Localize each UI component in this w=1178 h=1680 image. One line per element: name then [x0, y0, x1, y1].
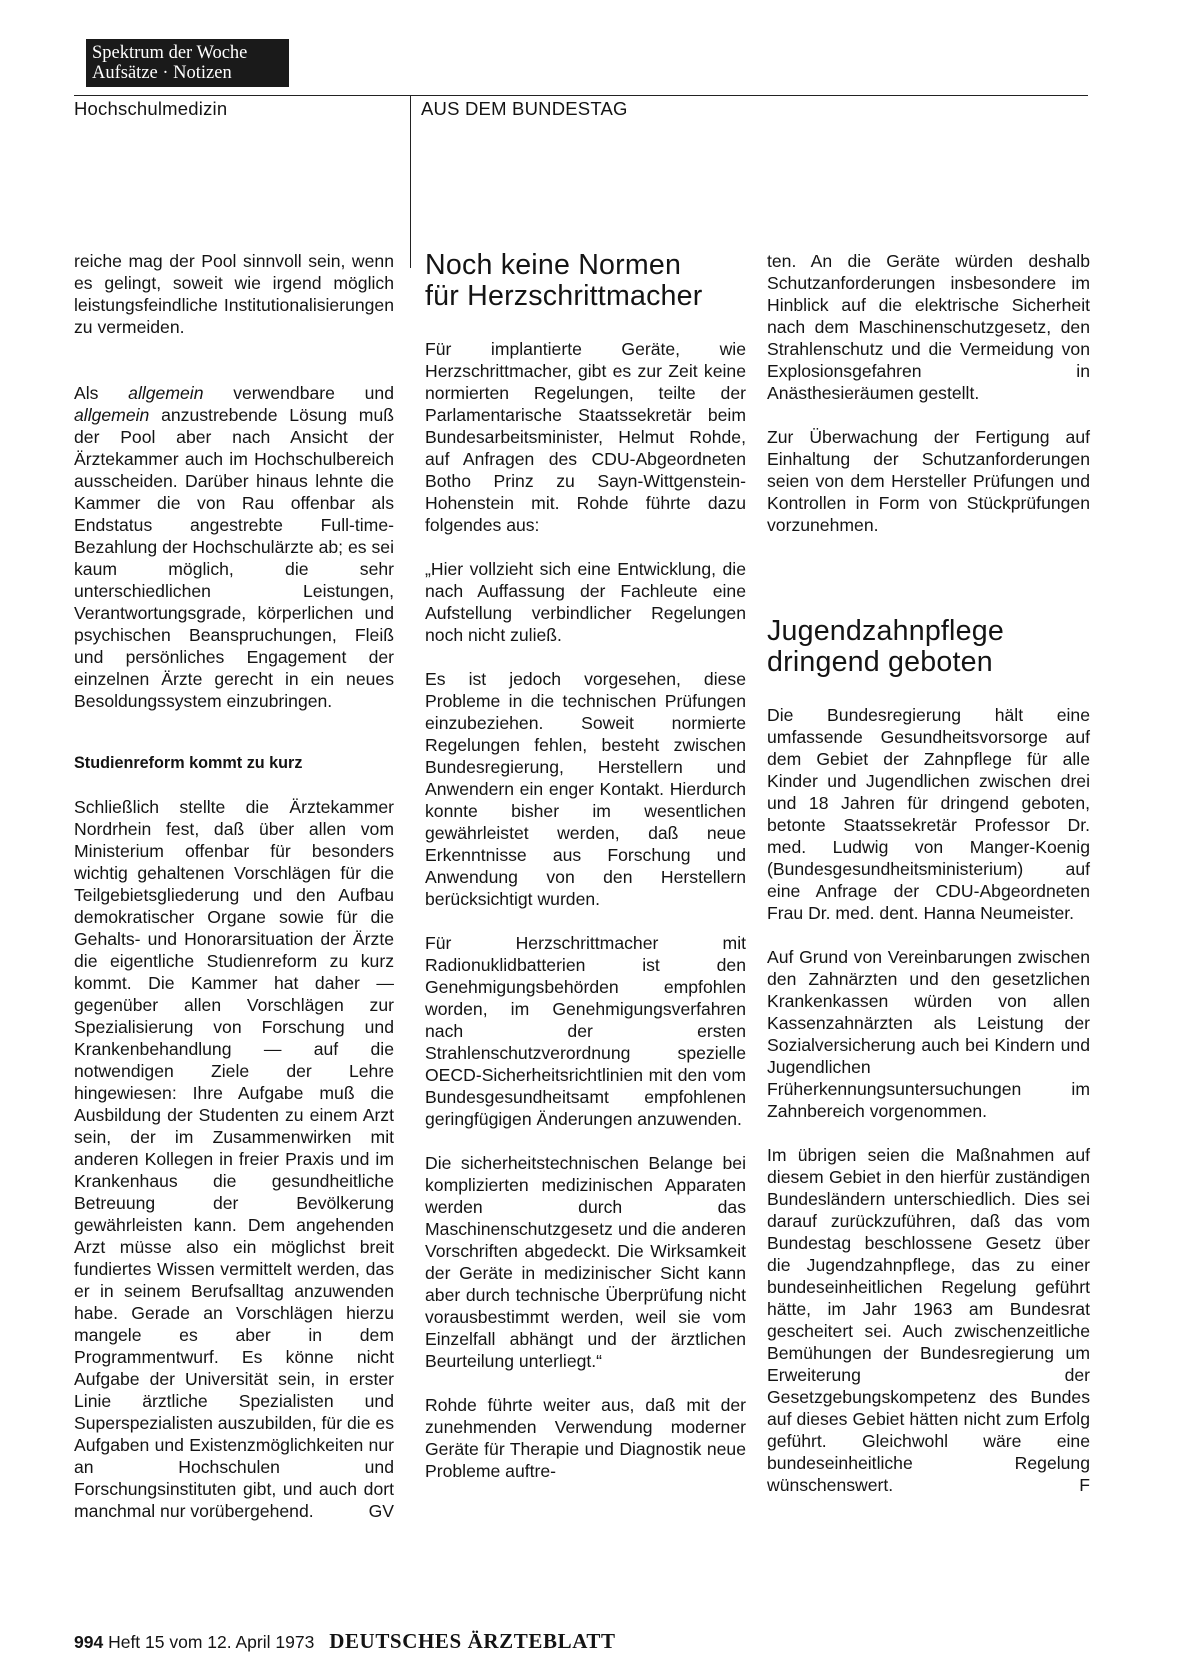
paragraph: Rohde führte weiter aus, daß mit der zunehmenden Verwendung moderner Geräte für Therapie und Diagnostik neue Probleme auftre- — [425, 1395, 746, 1481]
column-hochschulmedizin — [74, 250, 394, 1522]
page-footer — [74, 1630, 616, 1653]
paragraph: „Hier vollzieht sich eine Entwicklung, die nach Auffassung der Fachleute eine Aufstellung verbindlicher Regelungen noch nicht zuließ. — [425, 559, 746, 645]
text-run: anzustrebende Lösung muß der Pool aber nach Ansicht der Ärztekammer auch im Hochschulbereich ausscheiden. Darüber hinaus lehnte die Kammer die von Rau offenbar als Endstatus angestrebte Full-time-Bezahlung der Hochschulärzte ab; es sei kaum möglich, die sehr unterschiedlichen Leistungen, Verantwortungsgrade, körperlichen und psychischen Beanspruchungen, Fleiß und persönliches Engagement der einzelnen Ärzte gerecht in ein neues Besoldungssystem einzubringen. — [74, 405, 394, 711]
spacer — [767, 558, 1090, 616]
headline-line: Jugendzahnpflege — [767, 615, 1004, 647]
brand-line-1: Spektrum der Woche — [92, 43, 248, 63]
headline-line: Noch keine Normen — [425, 249, 682, 281]
section-label-right: AUS DEM BUNDESTAG — [421, 98, 628, 119]
text-run: Als — [74, 383, 129, 403]
text-run: verwendbare und — [203, 383, 394, 403]
section-brand-box — [86, 39, 289, 87]
subheading: Studienreform kommt zu kurz — [74, 754, 303, 772]
text-run: Im übrigen seien die Maßnahmen auf diesem Gebiet in den hierfür zuständigen Bundesländern unterschiedlich. Dies sei darauf zurückzuführen, daß das vom Bundestag beschlossene Gesetz über die Jugendzahnpflege, das zu einer bundeseinheitlichen Regelung geführt hätte, im Jahr 1963 am Bundesrat gescheitert sei. Auch zwischenzeitliche Bemühungen der Bundesregierung um Erweiterung der Gesetzgebungskompetenz des Bundes auf dieses Gebiet hätten nicht zum Erfolg geführt. Gleichwohl wäre eine bundeseinheitliche Regelung wünschenswert. — [767, 1145, 1090, 1495]
paragraph: ten. An die Geräte würden deshalb Schutzanforderungen insbesondere im Hinblick auf die elektrische Sicherheit nach dem Maschinenschutzgesetz, den Strahlenschutz und die Vermeidung von Explosionsgefahren in Anästhesieräumen gestellt. — [767, 251, 1090, 403]
paragraph: Die Bundesregierung hält eine umfassende Gesundheitsvorsorge auf dem Gebiet der Zahnpflege für alle Kinder und Jugendlichen zwischen drei und 18 Jahren für dringend geboten, betonte Staatssekretär Professor Dr. med. Ludwig von Manger-Koenig (Bundesgesundheitsministerium) auf eine Anfrage der CDU-Abgeordneten Frau Dr. med. dent. Hanna Neumeister. — [767, 705, 1090, 923]
article-headline — [425, 250, 746, 312]
paragraph: Zur Überwachung der Fertigung auf Einhaltung der Schutzanforderungen seien von dem Hersteller Prüfungen und Kontrollen in Form von Stückprüfungen vorzunehmen. — [767, 427, 1090, 535]
paragraph: reiche mag der Pool sinnvoll sein, wenn es gelingt, soweit wie irgend möglich leistungsfeindliche Institutionalisierungen zu vermeiden. — [74, 251, 394, 337]
paragraph — [74, 382, 394, 712]
paragraph: Für Herzschrittmacher mit Radionuklidbatterien ist den Genehmigungsbehörden empfohlen worden, im Genehmigungsverfahren nach der ersten Strahlenschutzverordnung spezielle OECD-Sicherheitsrichtlinien mit den vom Bundesgesundheitsamt empfohlenen geringfügigen Änderungen anzuwenden. — [425, 933, 746, 1129]
masthead: DEUTSCHES ÄRZTEBLATT — [329, 1629, 616, 1653]
column-jugendzahnpflege — [767, 250, 1090, 1496]
header-rule — [74, 95, 1088, 96]
emphasis: allgemein — [128, 383, 204, 403]
author-initials: F — [1079, 1475, 1090, 1495]
paragraph: Für implantierte Geräte, wie Herzschrittmacher, gibt es zur Zeit keine normierten Regelungen, teilte der Parlamentarische Staatssekretär beim Bundesarbeitsminister, Helmut Rohde, auf Anfragen des CDU-Abgeordneten Botho Prinz zu Sayn-Wittgenstein-Hohenstein mit. Rohde führte dazu folgendes aus: — [425, 339, 746, 535]
issue-info: Heft 15 vom 12. April 1973 — [108, 1632, 315, 1652]
brand-line-2: Aufsätze · Notizen — [92, 63, 232, 83]
article-headline — [767, 616, 1090, 678]
paragraph — [767, 1144, 1090, 1496]
page-number: 994 — [74, 1632, 104, 1652]
column-divider — [410, 95, 411, 268]
column-herzschrittmacher — [425, 250, 746, 1482]
spacer — [74, 360, 394, 382]
text-run: Schließlich stellte die Ärztekammer Nordrhein fest, daß über allen vom Ministerium offenbar für besonders wichtig gehaltenen Vorschlägen für die Teilgebietsgliederung und den Aufbau demokratischer Organe sowie für die Gehalts- und Honorarsituation der Ärzte die eigentliche Studienreform zu kurz kommt. Die Kammer hat daher — gegenüber allen Vorschlägen zur Spezialisierung von Forschung und Krankenbehandlung — auf die notwendigen Ziele der Lehre hingewiesen: Ihre Aufgabe muß die Ausbildung der Studenten zu einem Arzt sein, der im Zusammenwirken mit anderen Kollegen in freier Praxis und im Krankenhaus die gesundheitliche Betreuung der Bevölkerung gewährleisten kann. Dem angehenden Arzt müsse also ein möglichst breit fundiertes Wissen vermittelt werden, das er in seinem Berufsalltag anzuwenden habe. Gerade an Vorschlägen hierzu mangele es aber in dem Programmentwurf. Es könne nicht Aufgabe der Universität sein, in erster Linie ärztliche Spezialisten und Superspezialisten auszubilden, für die es Aufgaben und Existenzmöglichkeiten nur an Hochschulen und Forschungsinstituten gibt, und auch dort manchmal nur vorübergehend. — [74, 797, 394, 1521]
headline-line: dringend geboten — [767, 646, 993, 678]
section-label-left: Hochschulmedizin — [74, 98, 228, 119]
paragraph — [74, 796, 394, 1522]
paragraph: Auf Grund von Vereinbarungen zwischen den Zahnärzten und den gesetzlichen Krankenkassen würden von allen Kassenzahnärzten als Leistung der Sozialversicherung auch bei Kindern und Jugendlichen Früherkennungsuntersuchungen im Zahnbereich vorgenommen. — [767, 947, 1090, 1121]
emphasis: allgemein — [74, 405, 150, 425]
headline-line: für Herzschrittmacher — [425, 280, 703, 312]
paragraph: Die sicherheitstechnischen Belange bei komplizierten medizinischen Apparaten werden durch das Maschinenschutzgesetz und die anderen Vorschriften abgedeckt. Die Wirksamkeit der Geräte in medizinischer Sicht kann aber durch technische Überprüfung nicht vorausbestimmt werden, weil sie vom Einzelfall abhängt und der ärztlichen Beurteilung unterliegt.“ — [425, 1153, 746, 1371]
paragraph: Es ist jedoch vorgesehen, diese Probleme in die technischen Prüfungen einzubeziehen. Soweit normierte Regelungen fehlen, besteht zwischen Bundesregierung, Herstellern und Anwendern ein enger Kontakt. Hierdurch konnte bisher im wesentlichen gewährleistet werden, daß neue Erkenntnisse aus Forschung und Anwendung von den Herstellern berücksichtigt wurden. — [425, 669, 746, 909]
author-initials: GV — [368, 1501, 394, 1521]
